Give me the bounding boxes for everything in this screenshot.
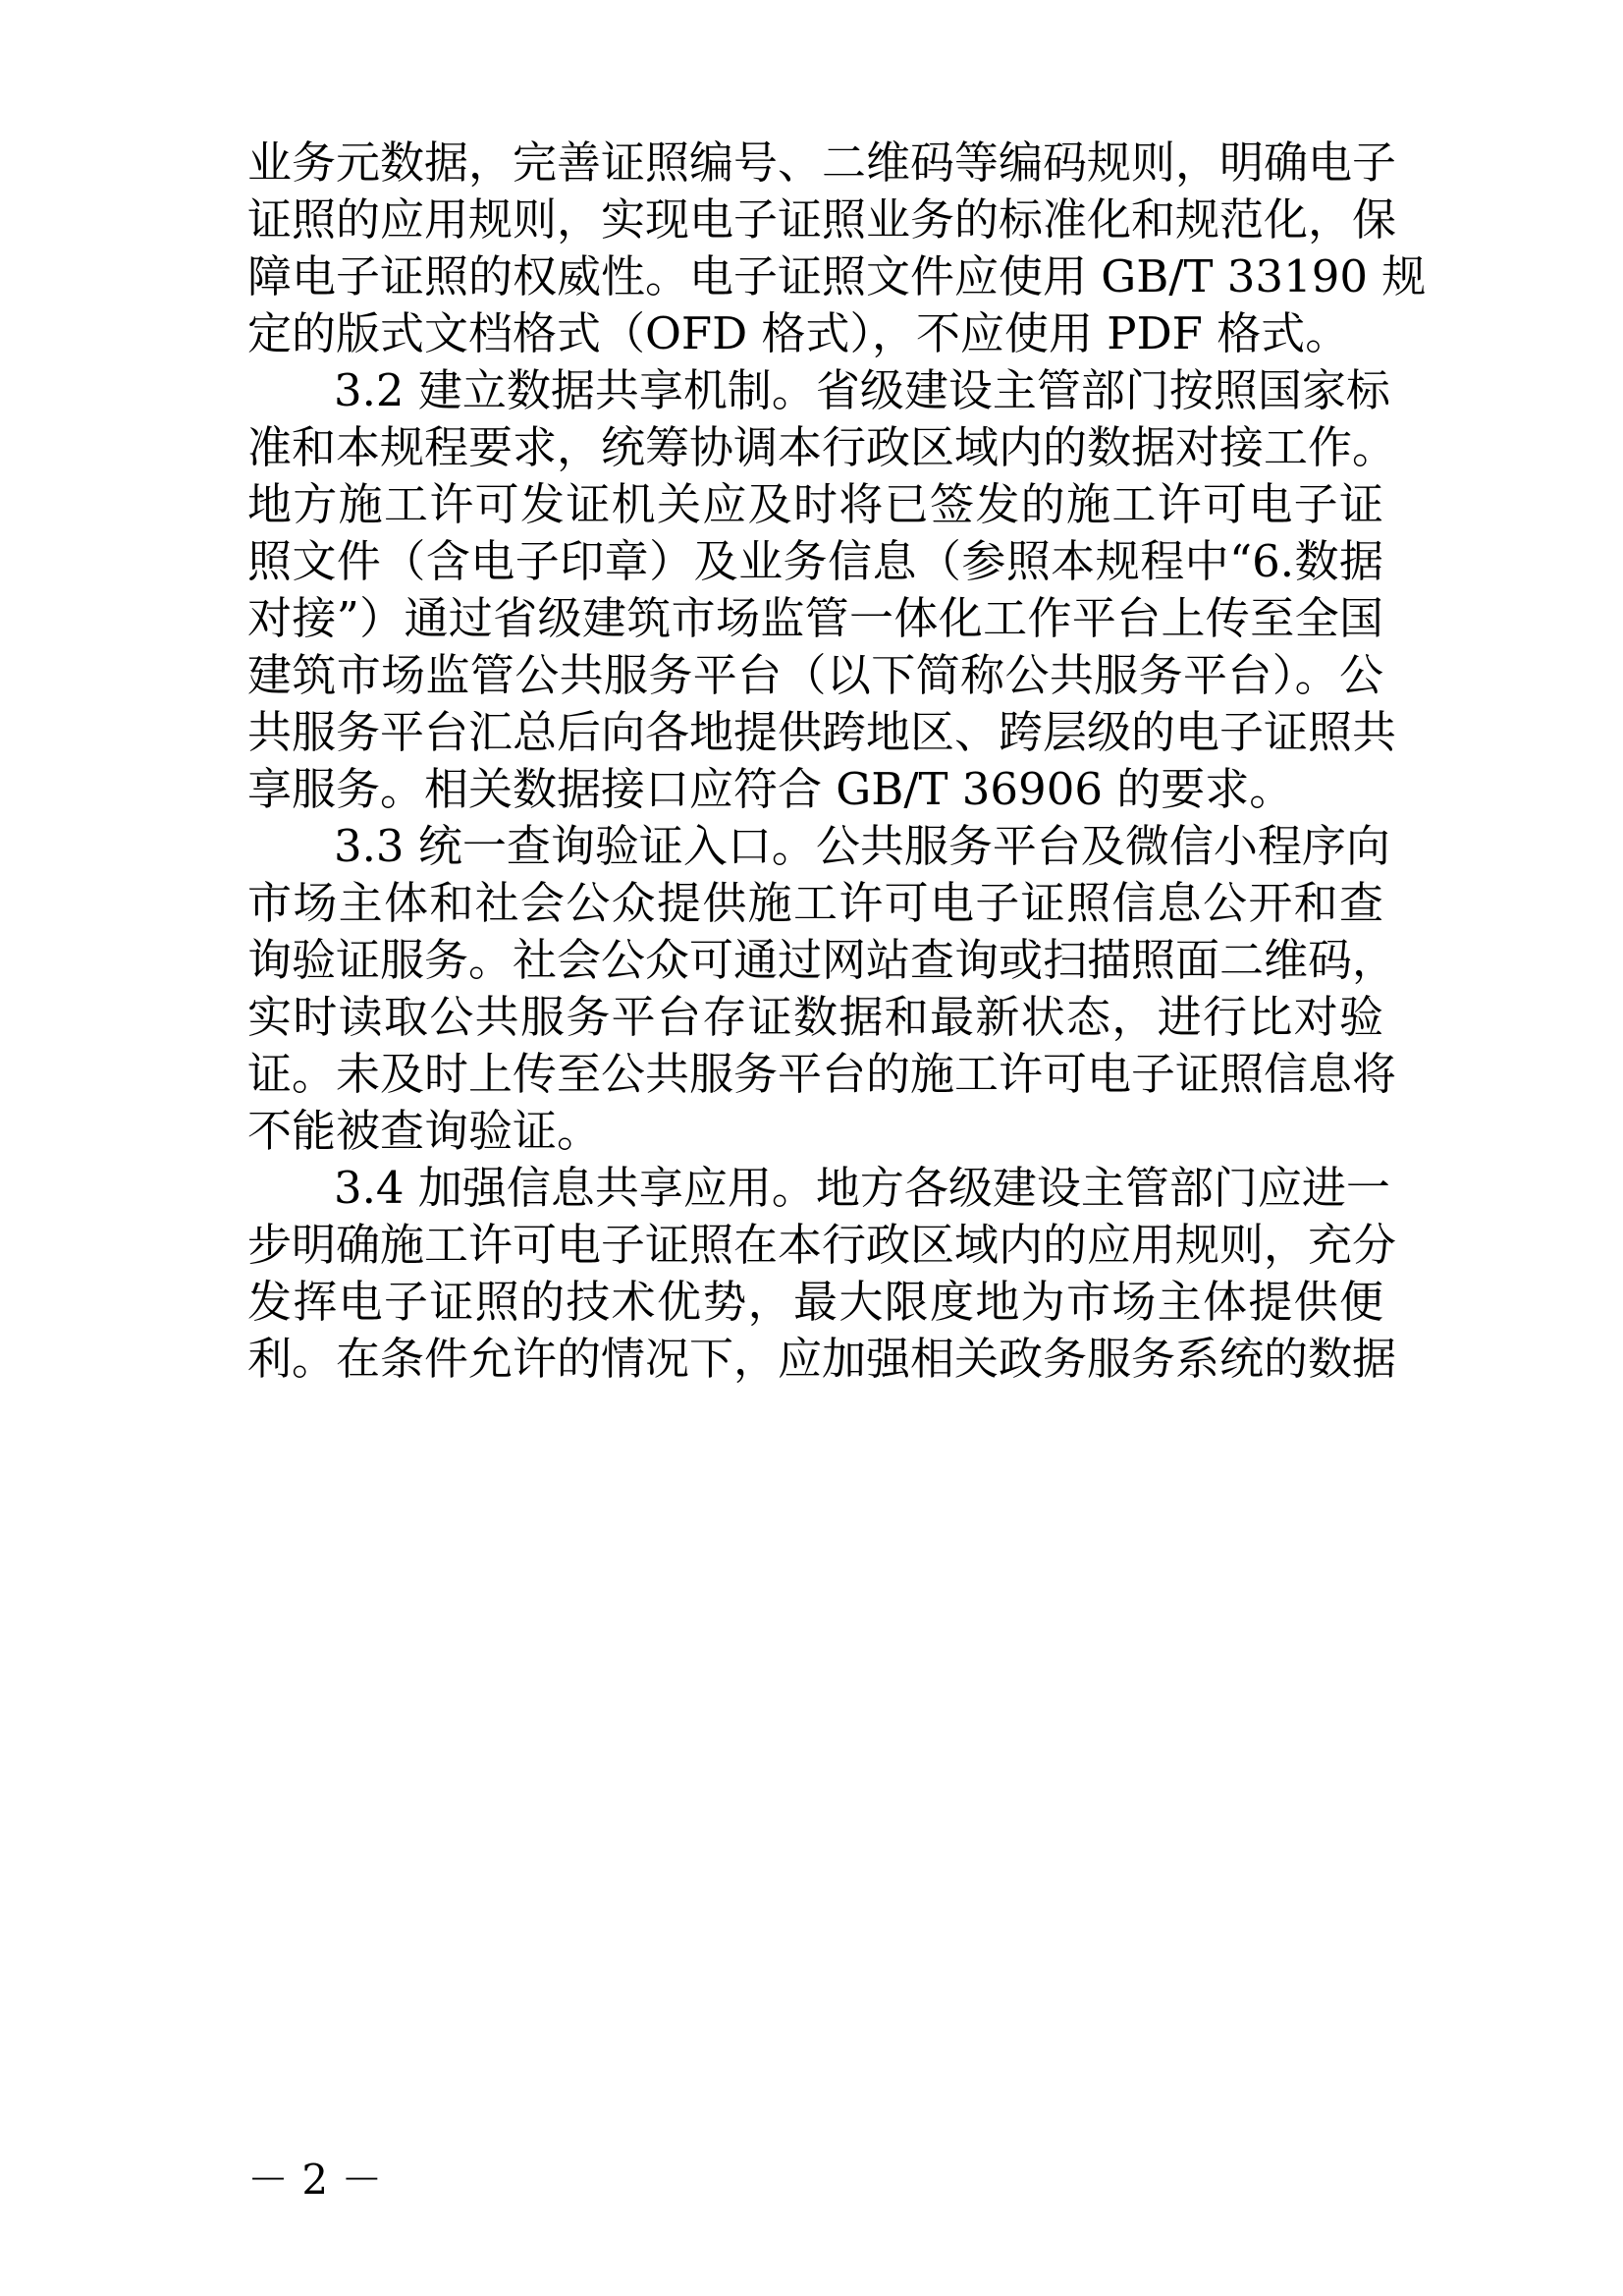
body-line: 证照的应用规则，实现电子证照业务的标准化和规范化，保 [247,193,1397,246]
paragraph-start-line: 3.4 加强信息共享应用。地方各级建设主管部门应进一 [334,1162,1390,1214]
body-line: 地方施工许可发证机关应及时将已签发的施工许可电子证 [247,478,1383,530]
body-line: 障电子证照的权威性。电子证照文件应使用 GB/T 33190 规 [247,250,1427,302]
body-line: 享服务。相关数据接口应符合 GB/T 36906 的要求。 [247,763,1294,815]
body-line: 实时读取公共服务平台存证数据和最新状态，进行比对验 [247,991,1383,1043]
body-line: 询验证服务。社会公众可通过网站查询或扫描照面二维码， [247,934,1397,986]
body-line: 建筑市场监管公共服务平台（以下简称公共服务平台）。公 [247,649,1383,701]
body-line: 利。在条件允许的情况下，应加强相关政务服务系统的数据 [247,1333,1397,1385]
body-line: 定的版式文档格式（OFD 格式），不应使用 PDF 格式。 [247,307,1350,359]
body-line: 共服务平台汇总后向各地提供跨地区、跨层级的电子证照共 [247,706,1397,758]
paragraph-start-line: 3.2 建立数据共享机制。省级建设主管部门按照国家标 [334,364,1390,416]
page-number: － 2 － [247,2156,383,2204]
body-line: 证。未及时上传至公共服务平台的施工许可电子证照信息将 [247,1048,1397,1100]
body-line: 不能被查询验证。 [247,1105,602,1157]
body-line: 市场主体和社会公众提供施工许可电子证照信息公开和查 [247,877,1383,929]
body-line: 照文件（含电子印章）及业务信息（参照本规程中“6.数据 [247,535,1383,587]
paragraph-start-line: 3.3 统一查询验证入口。公共服务平台及微信小程序向 [334,820,1390,872]
body-line: 步明确施工许可电子证照在本行政区域内的应用规则，充分 [247,1219,1397,1271]
body-line: 准和本规程要求，统筹协调本行政区域内的数据对接工作。 [247,421,1397,473]
body-line: 业务元数据，完善证照编号、二维码等编码规则，明确电子 [247,137,1397,189]
body-line: 发挥电子证照的技术优势，最大限度地为市场主体提供便 [247,1276,1383,1328]
body-line: 对接”）通过省级建筑市场监管一体化工作平台上传至全国 [247,592,1383,644]
